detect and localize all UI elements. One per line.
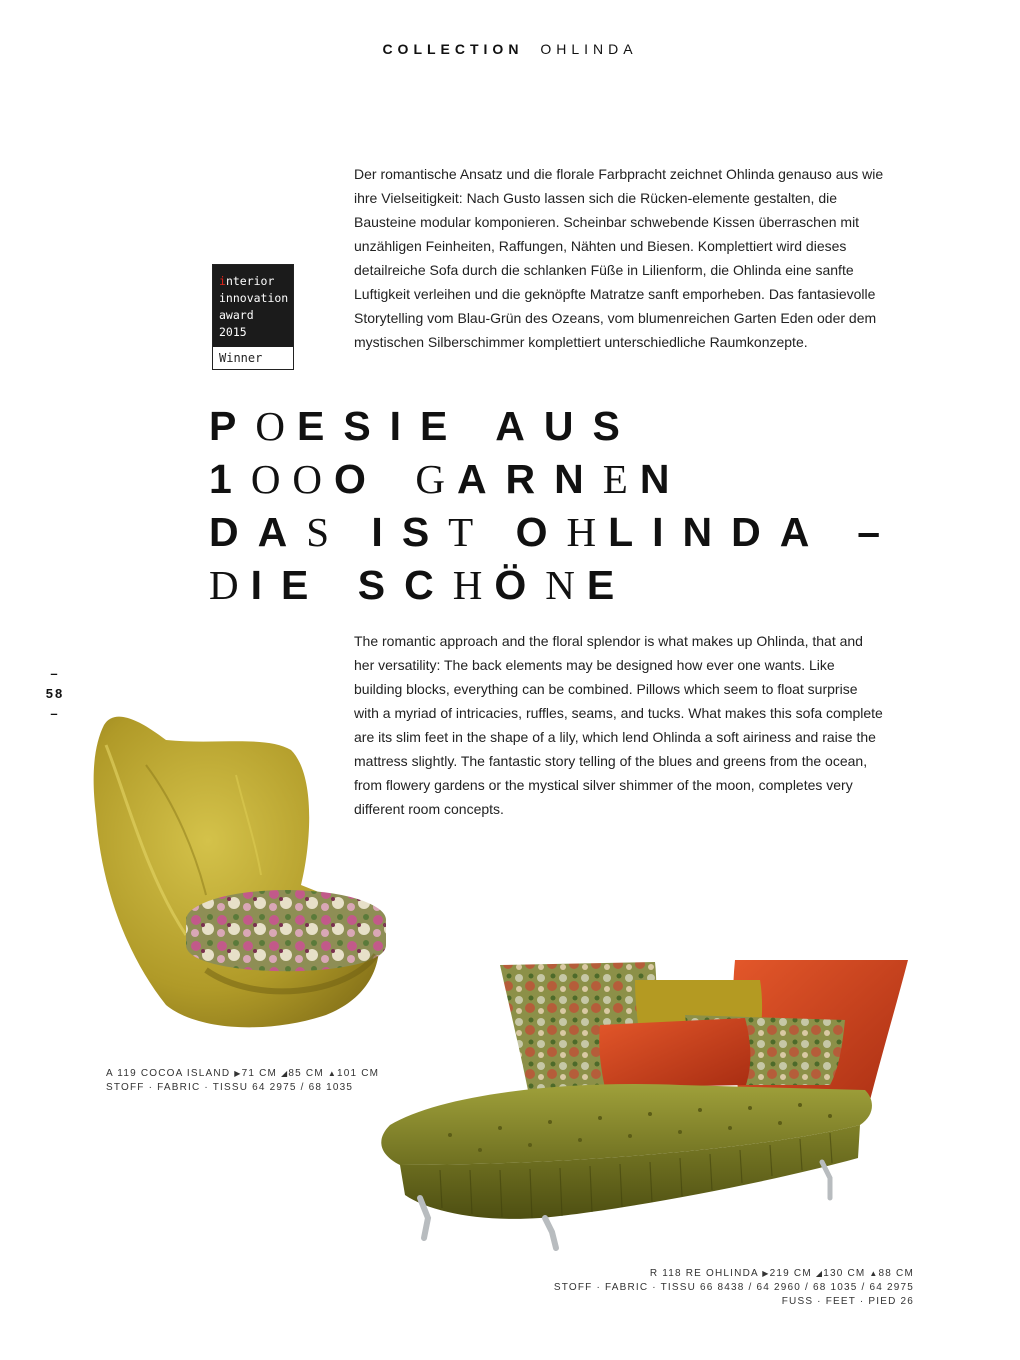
armchair-caption: A 119 COCOA ISLAND ▶71 CM ◢85 CM ▲101 CM STOFF · FABRIC · TISSU 64 2975 / 68 1035 (106, 1068, 380, 1093)
headline-line-3: DAS IST OHLINDA – (209, 509, 900, 555)
armchair-model: A 119 COCOA ISLAND (106, 1068, 231, 1079)
armchair-fabric: STOFF · FABRIC · TISSU 64 2975 / 68 1035 (106, 1082, 354, 1093)
sofa-model: R 118 RE OHLINDA (649, 1268, 759, 1279)
page-number-value: 58 (45, 686, 65, 701)
award-line-2: innovation (219, 291, 289, 305)
page-number: – 58 – (40, 664, 70, 724)
award-line-1: interior (219, 274, 275, 288)
armchair-depth: 85 CM (288, 1068, 324, 1079)
paragraph-german: Der romantische Ansatz und die florale Farbpracht zeichnet Ohlinda genauso aus wie ihre Vielseitigkeit: Nach Gusto lassen sich die Rücken-elemente gestalten, die Bausteine modular komponieren. Scheinbar schwebende Kissen überraschen mit unzähligen Feinheiten, Raffungen, Nähten und Biesen. Komplettiert wird dieses detailreiche Sofa durch die schlanken Füße in Lilienform, die Ohlinda eine sanfte Luftigkeit verleihen und die geknöpfte Matratze sanft emporheben. Das fantasievolle Storytelling vom Blau-Grün des Ozeans, vom blumenreichen Garten Eden oder dem mystischen Silberschimmer komplettiert unterschiedliche Raumkonzepte. (354, 166, 884, 350)
armchair-width: 71 CM (241, 1068, 278, 1079)
award-line-3: award (219, 308, 254, 322)
sofa-height: 88 CM (878, 1268, 914, 1279)
collection-label: COLLECTION (382, 41, 524, 57)
page-header (0, 41, 1020, 57)
sofa-fabric: STOFF · FABRIC · TISSU 66 8438 / 64 2960 / 68 1035 / 64 2975 (553, 1282, 914, 1293)
collection-name: OHLINDA (540, 41, 638, 57)
award-winner-label: Winner (219, 351, 263, 365)
award-badge-title (213, 265, 293, 347)
award-line-4: 2015 (219, 325, 247, 339)
headline-line-4: DIE SCHÖNE (209, 562, 634, 608)
sofa-depth: 130 CM (823, 1268, 866, 1279)
award-badge (212, 264, 294, 370)
sofa-width: 219 CM (769, 1268, 812, 1279)
armchair-height: 101 CM (336, 1068, 380, 1079)
sofa-image (360, 950, 920, 1255)
sofa-caption: R 118 RE OHLINDA ▶219 CM ◢130 CM ▲88 CM STOFF · FABRIC · TISSU 66 8438 / 64 2960 / 68 1035 / 64 2975 FUSS · FEET · PIED 26 (553, 1268, 914, 1307)
paragraph-english: The romantic approach and the floral splendor is what makes up Ohlinda, that and her versatility: The back elements may be designed how ever one wants. Like building blocks, everything can be combined. Pillows which seem to float surprise with a myriad of intricacies, ruffles, seams, and tucks. What makes this sofa complete are its slim feet in the shape of a lily, which lend Ohlinda a soft airiness and raise the mattress slightly. The fantastic story telling of the blues and greens from the ocean, from flowery gardens or the mystical silver shimmer of the moon, completes very different room concepts. (354, 633, 883, 817)
sofa-feet: FUSS · FEET · PIED 26 (781, 1296, 914, 1307)
headline-line-1: POESIE AUS (209, 403, 639, 449)
headline-line-2: 1OOO GARNEN (209, 456, 689, 502)
armchair-image (86, 705, 391, 1035)
headline (209, 400, 989, 612)
